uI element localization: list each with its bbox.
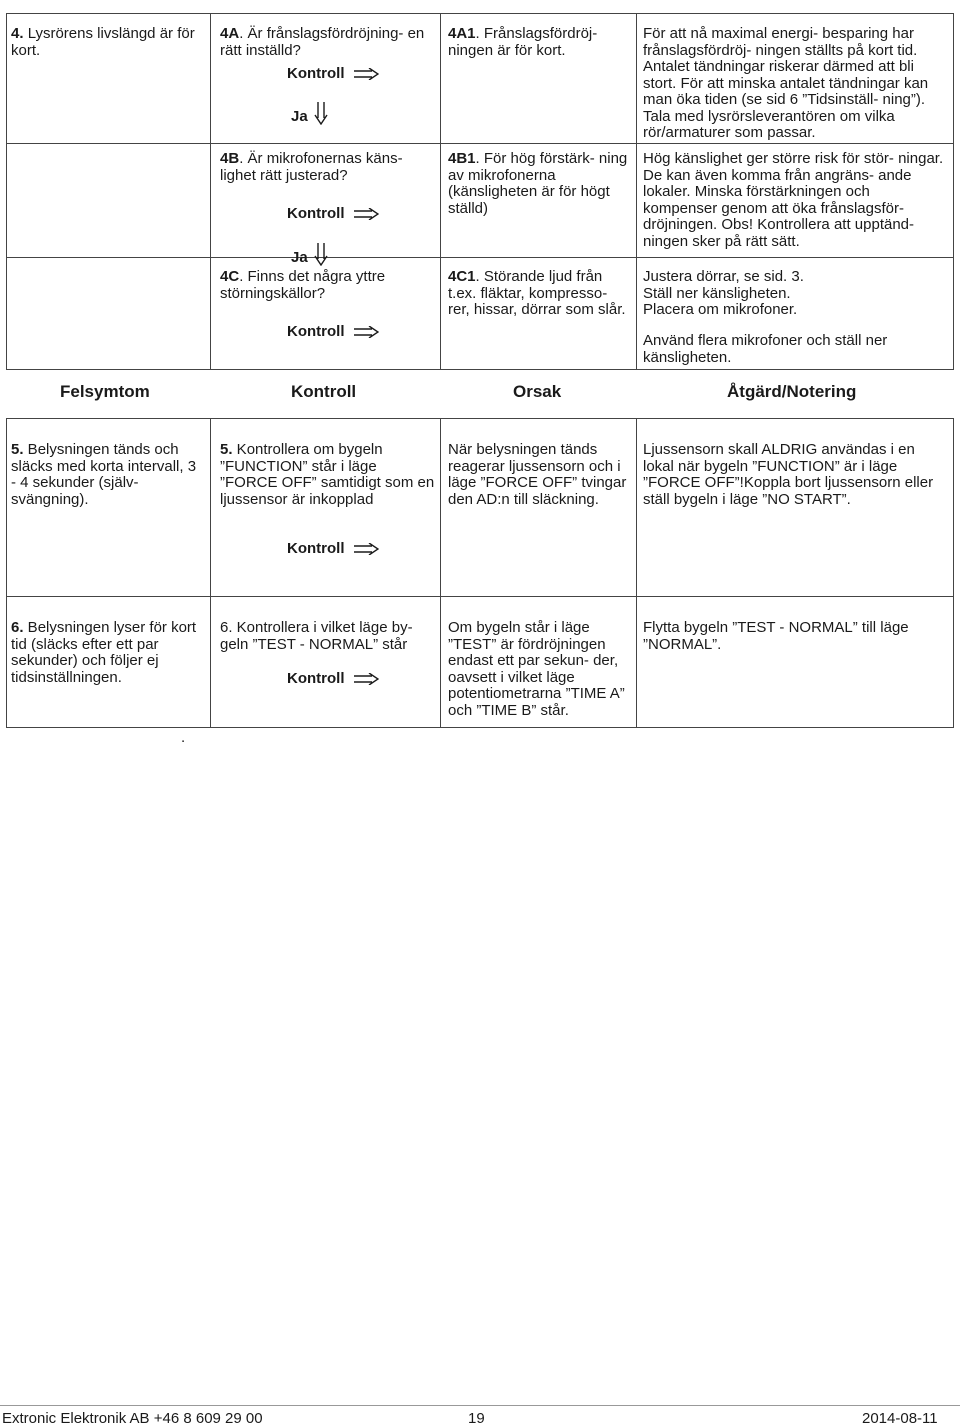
action-5: Ljussensorn skall ALDRIG användas i en lokal när bygeln ”FUNCTION” är i läge ”FORCE OFF”!Koppla bort ljussensorn eller ställ bygeln i läge ”NO START”. [643,441,934,508]
action-4c-3: Placera om mikrofoner. [643,301,798,318]
check-4a: 4A. Är frånslagsfördröjning- en rätt inställd? [220,25,425,59]
table-top-border [6,13,954,14]
row-divider [6,369,954,370]
column-divider [440,418,441,728]
header-atgard: Åtgärd/Notering [727,382,857,401]
column-divider [210,418,211,728]
action-6: Flytta bygeln ”TEST - NORMAL” till läge ”NORMAL”. [643,619,909,653]
symptom-4: 4. Lysrörens livslängd är för kort. [11,25,195,59]
kontroll-arrow-6: Kontroll [287,671,379,688]
header-felsymtom: Felsymtom [60,382,150,401]
action-4b: Hög känslighet ger större risk för stör- ningar. De kan även komma från angräns- ande lokaler. Minska förstärkningen och kompenser genom att öka frånslagsför- dröjningen. Obs! Kontrollera att upptänd- ningen sker på rätt sätt. [643,150,944,250]
ja-arrow-4b: Ja [291,242,328,267]
stray-dot: . [181,729,186,746]
column-divider [636,13,637,370]
arrow-down-icon [314,242,328,266]
check-5: 5. Kontrollera om bygeln ”FUNCTION” står i läge ”FORCE OFF” samtidigt som en ljussensor är inkopplad [220,441,435,508]
column-divider [953,13,954,370]
cause-6: Om bygeln står i läge ”TEST” är fördröjningen endast ett par sekun- der, oavsett i vilket läge potentiometrarna ”TIME A” och ”TIME B” står. [448,619,625,719]
cause-4b1: 4B1. För hög förstärk- ning av mikrofonerna (känsligheten är för högt ställd) [448,150,628,217]
arrow-right-icon [353,543,379,555]
kontroll-arrow-4c: Kontroll [287,324,379,341]
check-6: 6. Kontrollera i vilket läge by- geln ”TEST - NORMAL” står [220,619,413,653]
kontroll-arrow-4b: Kontroll [287,206,379,223]
action-4c-1: Justera dörrar, se sid. 3. [643,268,804,285]
check-4b: 4B. Är mikrofonernas käns- lighet rätt justerad? [220,150,403,184]
column-divider [210,13,211,370]
action-4c-4: Använd flera mikrofoner och ställ ner känsligheten. [643,332,888,366]
arrow-right-icon [353,326,379,338]
header-kontroll: Kontroll [291,382,357,401]
arrow-down-icon [314,101,328,125]
cause-4a1: 4A1. Frånslagsfördröj- ningen är för kort. [448,25,598,59]
column-divider [6,418,7,728]
symptom-5: 5. Belysningen tänds och släcks med korta intervall, 3 - 4 sekunder (själv- svängning). [11,441,197,508]
action-4c-2: Ställ ner känsligheten. [643,285,791,302]
arrow-right-icon [353,208,379,220]
column-divider [636,418,637,728]
header-orsak: Orsak [513,382,562,401]
kontroll-arrow-5: Kontroll [287,541,379,558]
ja-arrow-4a: Ja [291,101,328,126]
check-4c: 4C. Finns det några yttre störningskällor? [220,268,386,302]
column-divider [953,418,954,728]
symptom-6: 6. Belysningen lyser för kort tid (släcks efter ett par sekunder) och följer ej tidsinställningen. [11,619,197,686]
footer-date: 2014-08-11 [862,1410,938,1427]
row-divider [6,596,954,597]
cause-5: När belysningen tänds reagerar ljussensorn och i läge ”FORCE OFF” tvingar den AD:n till släckning. [448,441,627,508]
column-divider [6,13,7,370]
arrow-right-icon [353,673,379,685]
table-bottom-border [6,727,954,728]
kontroll-arrow-4a: Kontroll [287,66,379,83]
row-divider [6,143,954,144]
action-4a: För att nå maximal energi- besparing har frånslagsfördröj- ningen ställts på kort tid. Antalet tändningar riskerar därmed att bli stort. För att minska antalet tändningar kan man öka tiden (se sid 6 ”Tidsinställ- ning”). Tala med lysrörsleverantören om vilka rör/armaturer som passar. [643,25,929,141]
footer-rule [0,1405,960,1406]
footer-page-number: 19 [468,1410,485,1427]
row-divider [6,418,954,419]
cause-4c1: 4C1. Störande ljud från t.ex. fläktar, kompresso- rer, hissar, dörrar som slår. [448,268,626,318]
arrow-right-icon [353,68,379,80]
footer-company: Extronic Elektronik AB +46 8 609 29 00 [2,1410,263,1427]
row-divider [6,257,954,258]
column-divider [440,13,441,370]
